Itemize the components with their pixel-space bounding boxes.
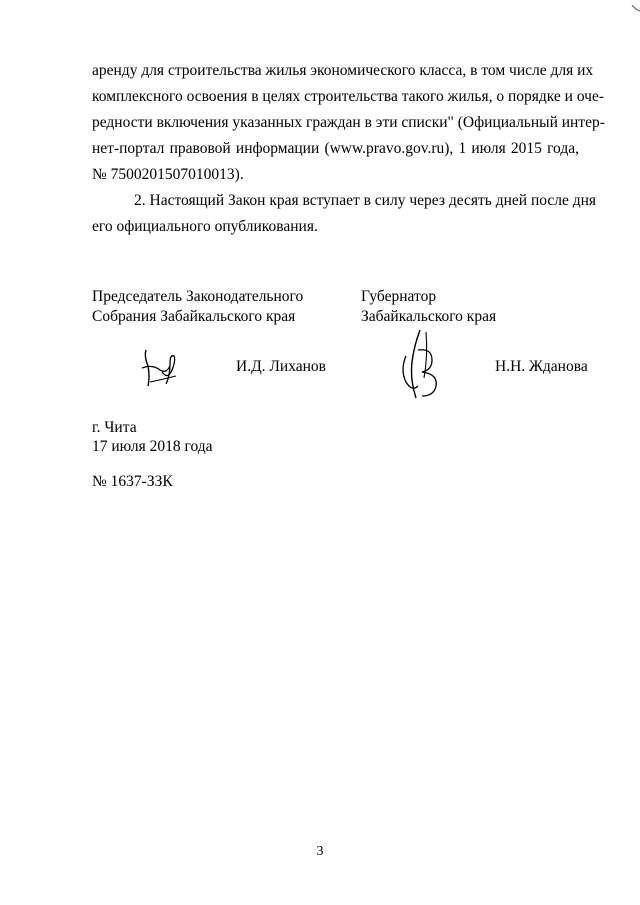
right-signatory-name: Н.Н. Жданова bbox=[495, 358, 588, 375]
right-handwritten-signature bbox=[398, 326, 448, 411]
left-signatory-title-line2: Собрания Забайкальского края bbox=[92, 308, 296, 325]
law-number: № 1637-ЗЗК bbox=[92, 473, 173, 490]
page-number: 3 bbox=[316, 844, 324, 859]
corner-mark bbox=[628, 0, 640, 8]
paragraph-article-2 bbox=[92, 188, 597, 240]
paragraph-line: его официального опубликования. bbox=[92, 218, 318, 235]
left-signatory-name: И.Д. Лиханов bbox=[236, 358, 326, 375]
right-signatory-title-line2: Забайкальского края bbox=[361, 308, 497, 325]
paragraph-line: аренду для строительства жилья экономического класса, в том числе для их bbox=[92, 62, 594, 79]
paragraph-line: нет-портал правовой информации (www.pravo.gov.ru), 1 июля 2015 года, bbox=[92, 140, 579, 157]
place: г. Чита bbox=[92, 419, 137, 436]
date: 17 июля 2018 года bbox=[92, 438, 213, 455]
paragraph-continuation bbox=[92, 58, 605, 188]
left-handwritten-signature bbox=[140, 346, 186, 395]
paragraph-line: № 7500201507010013). bbox=[92, 166, 244, 183]
paragraph-line: редности включения указанных граждан в эти списки" (Официальный интер- bbox=[92, 114, 605, 131]
paragraph-line: 2. Настоящий Закон края вступает в силу через десять дней после дня bbox=[134, 192, 597, 209]
right-signatory-title-line1: Губернатор bbox=[361, 288, 437, 305]
left-signatory-title-line1: Председатель Законодательного bbox=[92, 288, 304, 305]
paragraph-line: комплексного освоения в целях строительства такого жилья, о порядке и оче- bbox=[92, 88, 605, 105]
